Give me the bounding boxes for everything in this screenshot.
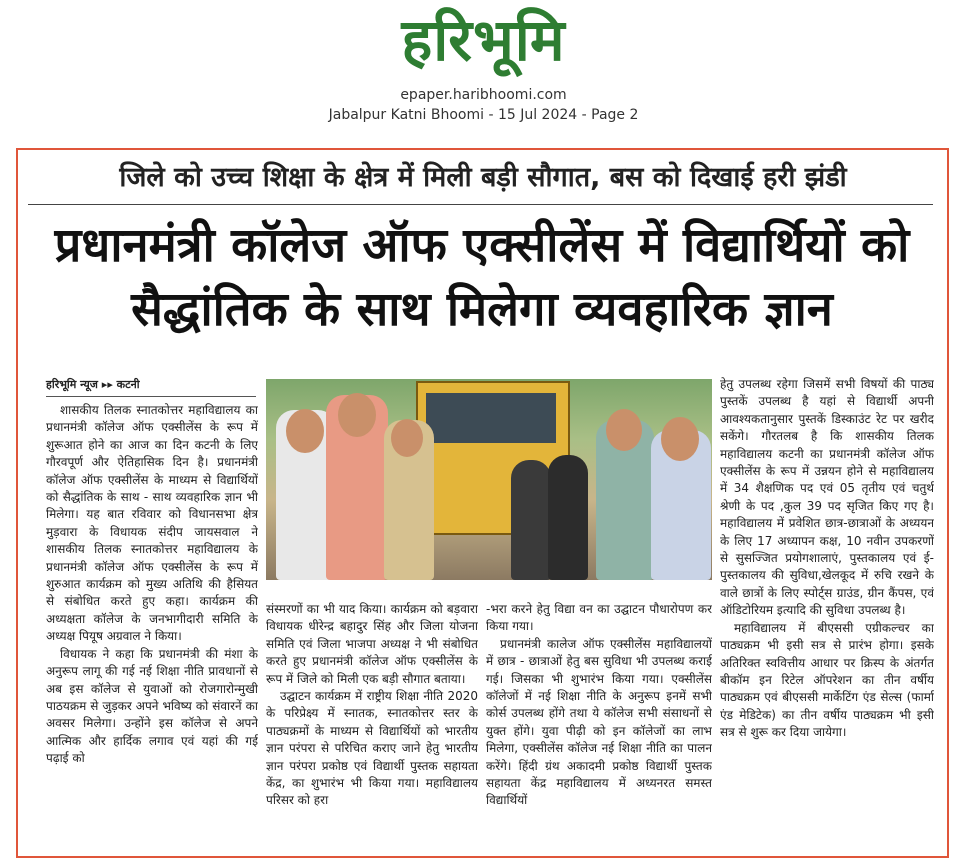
paragraph: प्रधानमंत्री कालेज ऑफ एक्सीलेंस महाविद्यालयों में छात्र - छात्राओं हेतु बस सुविधा भी उपलब्ध कराई गई। जिसका भी शुभारंभ किया गया। एक्सीलेंस कॉलेजों में नई शिक्षा नीति के अनुरूप इनमें सभी कोर्स उपलब्ध होंगे तथा ये कॉलेज सभी संसाधनों से युक्त होंगे। युवा पीढ़ी को इन कॉलेजों का लाभ मिलेगा, एक्सीलेंस कॉलेज नई शिक्षा नीति का पालन करेंगे। हिंदी ग्रंथ अकादमी प्रकोष्ठ विद्यार्थी पुस्तक सहायता केंद्र महाविद्यालय में अध्यनरत समस्त विद्यार्थियों [486,636,712,808]
article-column-3 [486,601,712,847]
paragraph: विधायक ने कहा कि प्रधानमंत्री की मंशा के अनुरूप लागू की गई नई शिक्षा नीति प्रावधानों से अब इस कॉलेज से युवाओं को रोजगारोन्मुखी पाठयक्रम से जुड़कर अपने भविष्य को संवारनें का अवसर मिलेगा। उन्होंने इस कॉलेज से अपने आत्मिक और हार्दिक लगाव एवं यहां की गई पढ़ाई को [46,646,258,766]
article-kicker: जिले को उच्च शिक्षा के क्षेत्र में मिली बड़ी सौगात, बस को दिखाई हरी झंडी [119,162,847,193]
paragraph: -भरा करने हेतु विद्या वन का उद्घाटन पौधारोपण कर किया गया। [486,602,712,634]
byline-divider [46,396,256,397]
article-column-1 [46,402,258,847]
kicker-divider [28,204,933,205]
site-url[interactable]: epaper.haribhoomi.com [400,87,567,103]
edition-info: Jabalpur Katni Bhoomi - 15 Jul 2024 - Page 2 [328,107,639,123]
article-column-4 [720,376,934,847]
byline: हरिभूमि न्यूज ▸▸ कटनी [46,378,140,391]
paragraph: हेतु उपलब्ध रहेगा जिसमें सभी विषयों की पाठ्य पुस्तकें उपलब्ध है यहां से विद्यार्थी अपनी आवश्यकतानुसार पुस्तकें डिस्काउंट रेट पर खरीद सकेंगे। गौरतलब है कि शासकीय तिलक महाविद्यालय कटनी का प्रधानमंत्री कॉलेज ऑफ एक्सीलेंस के रूप में उन्नयन होने से महाविद्यालय में 34 शैक्षणिक पद एवं 05 तृतीय एवं चतुर्थ श्रेणी के पद ,कुल 39 पद सृजित किए गए है। महाविद्यालय में प्रवेशित छात्र-छात्राओं के अध्ययन के लिए 17 अध्यापन कक्ष, 10 नवीन उपकरणों से सुसज्जित प्रयोगशालाएं, पुस्तकालय एवं ई- पुस्तकालय की सुविधा,खेलकूद में रुचि रखने के वाले छात्रों के लिए स्पोर्ट्स ग्राउंड, ग्रीन कैंपस, एवं ऑडिटोरियम इत्यादि की सुविधा उपलब्ध है। [720,377,934,618]
masthead [0,0,967,130]
paragraph: उद्घाटन कार्यक्रम में राष्ट्रीय शिक्षा नीति 2020 के परिप्रेक्ष्य में स्नातक, स्नातकोत्तर स्तर के पाठ्यक्रमों के माध्यम से विद्यार्थियों को भारतीय ज्ञान परंपरा से परिचित कराए जाने हेतु भारतीय ज्ञान परंपरा प्रकोष्ठ एवं विद्यार्थी पुस्तक सहायता केंद्र, का शुभारंभ भी किया गया। महाविद्यालय परिसर को हरा [266,689,478,808]
paragraph: शासकीय तिलक स्नातकोत्तर महाविद्यालय का प्रधानमंत्री कॉलेज ऑफ एक्सीलेंस के रूप में शुरूआत होने का आज का दिन कटनी के लिए गौरवपूर्ण और ऐतिहासिक दिन है। प्रधानमंत्री कॉलेज ऑफ एक्सीलेंस के माध्यम से विद्यार्थियों को सैद्धांतिक के साथ - साथ व्यवहारिक ज्ञान भी मिलेगा। यह बात रविवार को विधानसभा क्षेत्र मुड़वारा के विधायक संदीप जायसवाल ने शासकीय तिलक स्नातकोत्तर महाविद्यालय के प्रधानमंत्री कॉलेज ऑफ एक्सीलेंस के रूप में शुरुआत कार्यक्रम को मुख्य अतिथि की हैसियत से संबोधित करते हुए कहा। कार्यक्रम की अध्यक्षता कॉलेज के जनभागीदारी समिति के अध्यक्ष पियूष अग्रवाल ने किया। [46,403,258,644]
event-photo [266,379,712,580]
article-column-2 [266,601,478,847]
article-frame [16,148,949,858]
paragraph: संस्मरणों का भी याद किया। कार्यक्रम को बड़वारा विधायक धीरेन्द्र बहादुर सिंह और जिला योजना समिति एवं जिला भाजपा अध्यक्ष ने भी संबोधित करते हुए प्रधानमंत्री कॉलेज ऑफ एक्सीलेंस के रूप में जिले को मिली एक बड़ी सौगात बताया। [266,602,478,686]
article-headline: प्रधानमंत्री कॉलेज ऑफ एक्सीलेंस में विद्यार्थियों को सैद्धांतिक के साथ मिलेगा व्यवहारिक ज्ञान [54,218,910,337]
paragraph: महाविद्यालय में बीएससी एग्रीकल्चर का पाठ्यक्रम भी इसी सत्र से प्रारंभ होगा। इसके अतिरिक्त स्ववित्तीय आधार पर क्रिस्प के अंतर्गत बीकॉम इन रिटेल ऑपरेशन का तीन वर्षीय पाठ्यक्रम एवं बीएससी मार्केटिंग एंड सेल्स (फार्मा एंड मेडिटेक) का तीन वर्षीय पाठ्यक्रम भी इसी सत्र से शुरू कर दिया जायेगा। [720,620,934,740]
newspaper-logo: हरिभूमि [401,6,566,74]
